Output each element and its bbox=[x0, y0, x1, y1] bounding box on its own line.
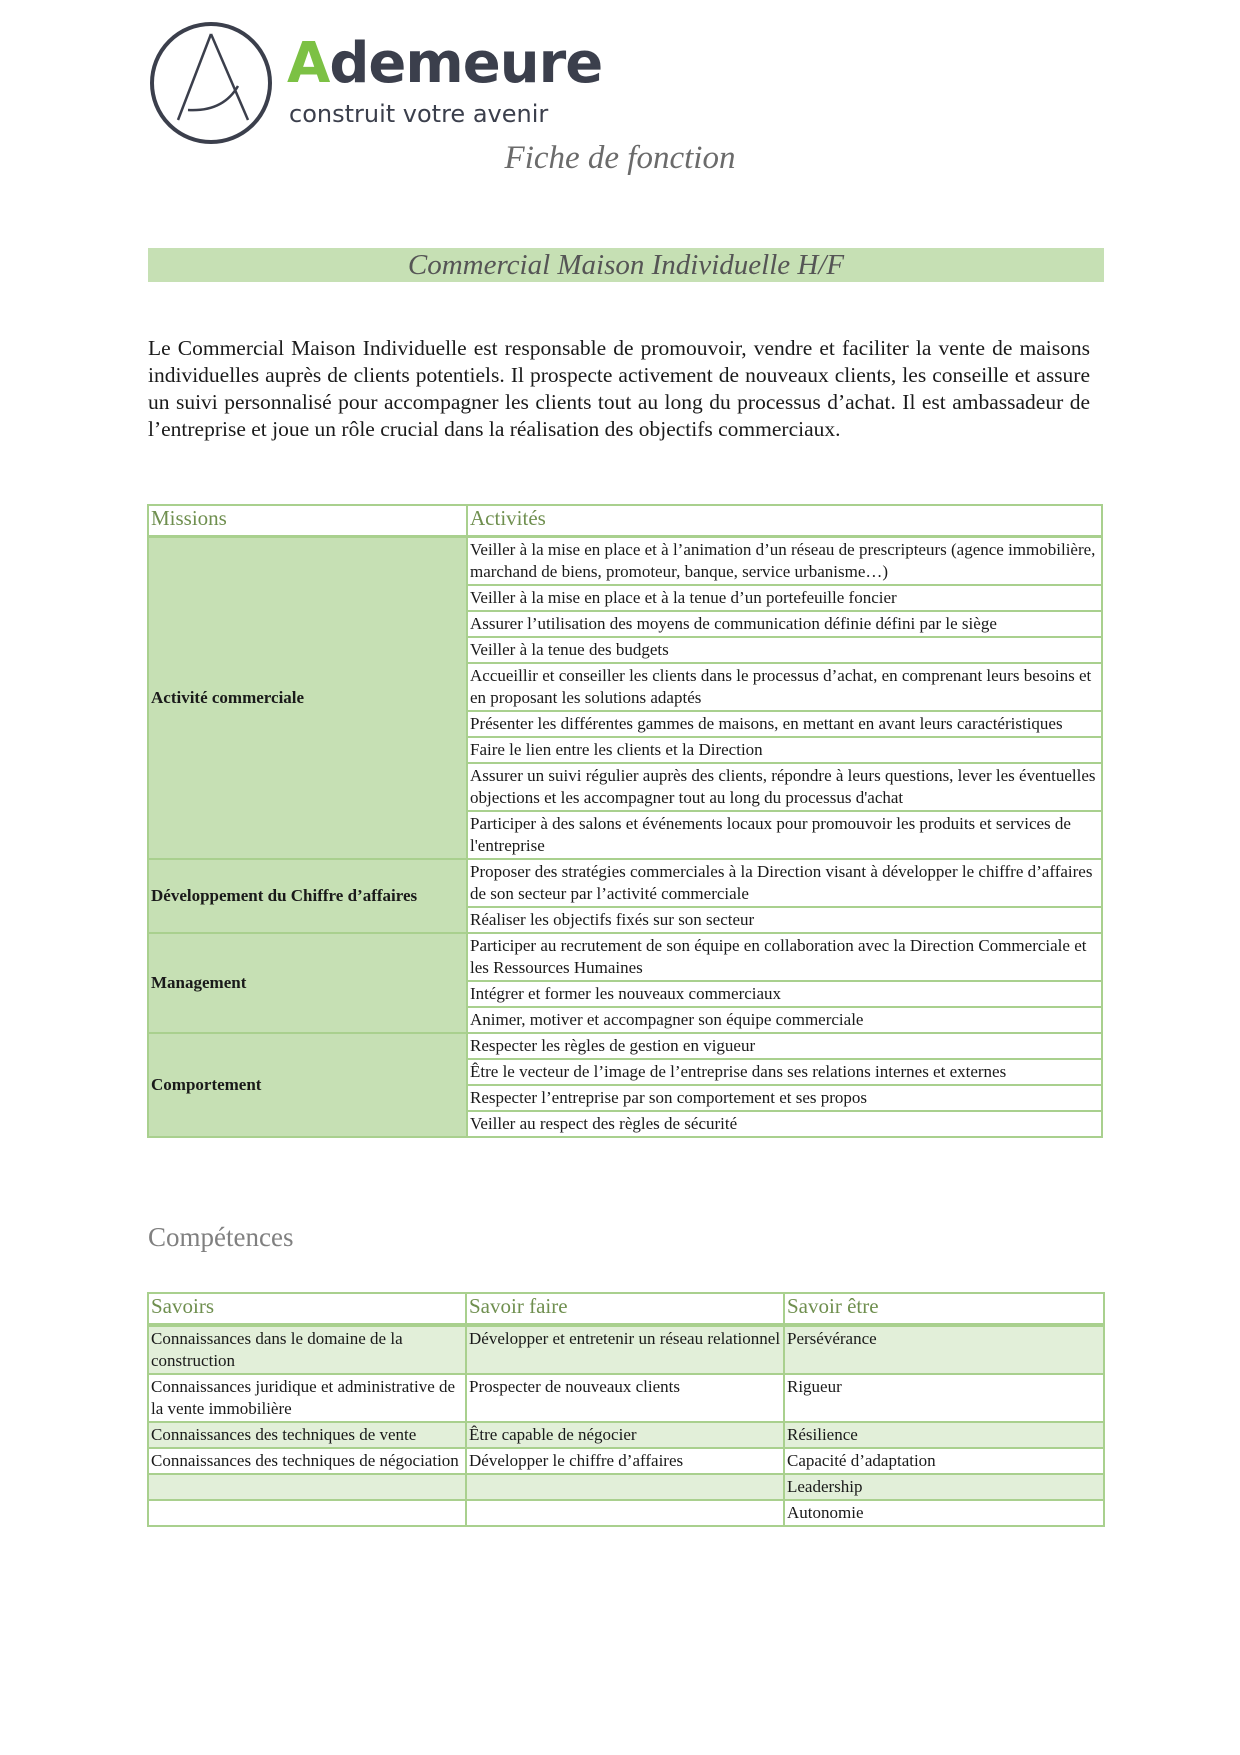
brand-tagline: construit votre avenir bbox=[289, 100, 549, 128]
table-row bbox=[148, 1448, 1104, 1474]
activity-cell: Être le vecteur de l’image de l’entreprise dans ses relations internes et externes bbox=[467, 1059, 1102, 1085]
competences-header-row bbox=[148, 1293, 1104, 1325]
activity-cell: Veiller au respect des règles de sécurité bbox=[467, 1111, 1102, 1137]
savoir-etre-cell: Persévérance bbox=[784, 1325, 1104, 1374]
table-row bbox=[148, 859, 1102, 907]
brand-initial: A bbox=[287, 31, 330, 96]
savoir-faire-col-header: Savoir faire bbox=[466, 1293, 784, 1325]
missions-table bbox=[147, 504, 1103, 1138]
savoirs-cell: Connaissances des techniques de négociation bbox=[148, 1448, 466, 1474]
activity-cell: Intégrer et former les nouveaux commerciaux bbox=[467, 981, 1102, 1007]
savoir-faire-cell bbox=[466, 1474, 784, 1500]
activity-cell: Veiller à la mise en place et à l’animation d’un réseau de prescripteurs (agence immobilière, marchand de biens, promoteur, banque, service urbanisme…) bbox=[467, 537, 1102, 586]
savoir-faire-cell bbox=[466, 1500, 784, 1526]
competences-table bbox=[147, 1292, 1105, 1527]
activity-cell: Accueillir et conseiller les clients dans le processus d’achat, en comprenant leurs besoins et en proposant les solutions adaptés bbox=[467, 663, 1102, 711]
savoir-faire-cell: Développer et entretenir un réseau relationnel bbox=[466, 1325, 784, 1374]
activity-cell: Veiller à la tenue des budgets bbox=[467, 637, 1102, 663]
savoir-etre-cell: Rigueur bbox=[784, 1374, 1104, 1422]
table-row bbox=[148, 537, 1102, 586]
missions-col-header: Missions bbox=[148, 505, 467, 537]
mission-cell: Activité commerciale bbox=[148, 537, 467, 860]
mission-cell: Développement du Chiffre d’affaires bbox=[148, 859, 467, 933]
savoir-faire-cell: Être capable de négocier bbox=[466, 1422, 784, 1448]
table-row bbox=[148, 1033, 1102, 1059]
savoir-etre-cell: Leadership bbox=[784, 1474, 1104, 1500]
missions-body bbox=[148, 537, 1102, 1138]
activities-col-header: Activités bbox=[467, 505, 1102, 537]
activity-cell: Respecter l’entreprise par son comportement et ses propos bbox=[467, 1085, 1102, 1111]
activity-cell: Participer à des salons et événements locaux pour promouvoir les produits et services de l'entreprise bbox=[467, 811, 1102, 859]
activity-cell: Présenter les différentes gammes de maisons, en mettant en avant leurs caractéristiques bbox=[467, 711, 1102, 737]
table-row bbox=[148, 1474, 1104, 1500]
savoir-faire-cell: Développer le chiffre d’affaires bbox=[466, 1448, 784, 1474]
savoir-etre-cell: Capacité d’adaptation bbox=[784, 1448, 1104, 1474]
savoirs-cell bbox=[148, 1474, 466, 1500]
savoir-faire-cell: Prospecter de nouveaux clients bbox=[466, 1374, 784, 1422]
savoirs-cell: Connaissances des techniques de vente bbox=[148, 1422, 466, 1448]
brand-name bbox=[287, 31, 603, 96]
savoir-etre-cell: Autonomie bbox=[784, 1500, 1104, 1526]
mission-cell: Comportement bbox=[148, 1033, 467, 1137]
savoir-etre-col-header: Savoir être bbox=[784, 1293, 1104, 1325]
savoirs-cell: Connaissances juridique et administrative de la vente immobilière bbox=[148, 1374, 466, 1422]
table-row bbox=[148, 1325, 1104, 1374]
savoirs-cell: Connaissances dans le domaine de la construction bbox=[148, 1325, 466, 1374]
activity-cell: Assurer l’utilisation des moyens de communication définie défini par le siège bbox=[467, 611, 1102, 637]
job-title: Commercial Maison Individuelle H/F bbox=[148, 248, 1104, 282]
table-row bbox=[148, 1422, 1104, 1448]
savoir-etre-cell: Résilience bbox=[784, 1422, 1104, 1448]
table-row bbox=[148, 933, 1102, 981]
activity-cell: Participer au recrutement de son équipe en collaboration avec la Direction Commerciale et les Ressources Humaines bbox=[467, 933, 1102, 981]
missions-header-row bbox=[148, 505, 1102, 537]
savoirs-col-header: Savoirs bbox=[148, 1293, 466, 1325]
table-row bbox=[148, 1374, 1104, 1422]
activity-cell: Assurer un suivi régulier auprès des clients, répondre à leurs questions, lever les éventuelles objections et les accompagner tout au long du processus d'achat bbox=[467, 763, 1102, 811]
mission-cell: Management bbox=[148, 933, 467, 1033]
table-row bbox=[148, 1500, 1104, 1526]
activity-cell: Proposer des stratégies commerciales à la Direction visant à développer le chiffre d’affaires de son secteur par l’activité commerciale bbox=[467, 859, 1102, 907]
savoirs-cell bbox=[148, 1500, 466, 1526]
activity-cell: Réaliser les objectifs fixés sur son secteur bbox=[467, 907, 1102, 933]
activity-cell: Respecter les règles de gestion en vigueur bbox=[467, 1033, 1102, 1059]
ademeure-logo-icon bbox=[148, 20, 274, 146]
intro-paragraph: Le Commercial Maison Individuelle est responsable de promouvoir, vendre et faciliter la vente de maisons individuelles auprès de clients potentiels. Il prospecte activement de nouveaux clients, les conseille et assure un suivi personnalisé pour accompagner les clients tout au long du processus d’achat. Il est ambassadeur de l’entreprise et joue un rôle crucial dans la réalisation des objectifs commerciaux. bbox=[148, 336, 1090, 441]
activity-cell: Veiller à la mise en place et à la tenue d’un portefeuille foncier bbox=[467, 585, 1102, 611]
document-title: Fiche de fonction bbox=[504, 140, 736, 176]
brand-rest: demeure bbox=[329, 31, 603, 96]
competences-heading: Compétences bbox=[148, 1222, 294, 1252]
competences-body bbox=[148, 1325, 1104, 1526]
activity-cell: Faire le lien entre les clients et la Direction bbox=[467, 737, 1102, 763]
activity-cell: Animer, motiver et accompagner son équipe commerciale bbox=[467, 1007, 1102, 1033]
